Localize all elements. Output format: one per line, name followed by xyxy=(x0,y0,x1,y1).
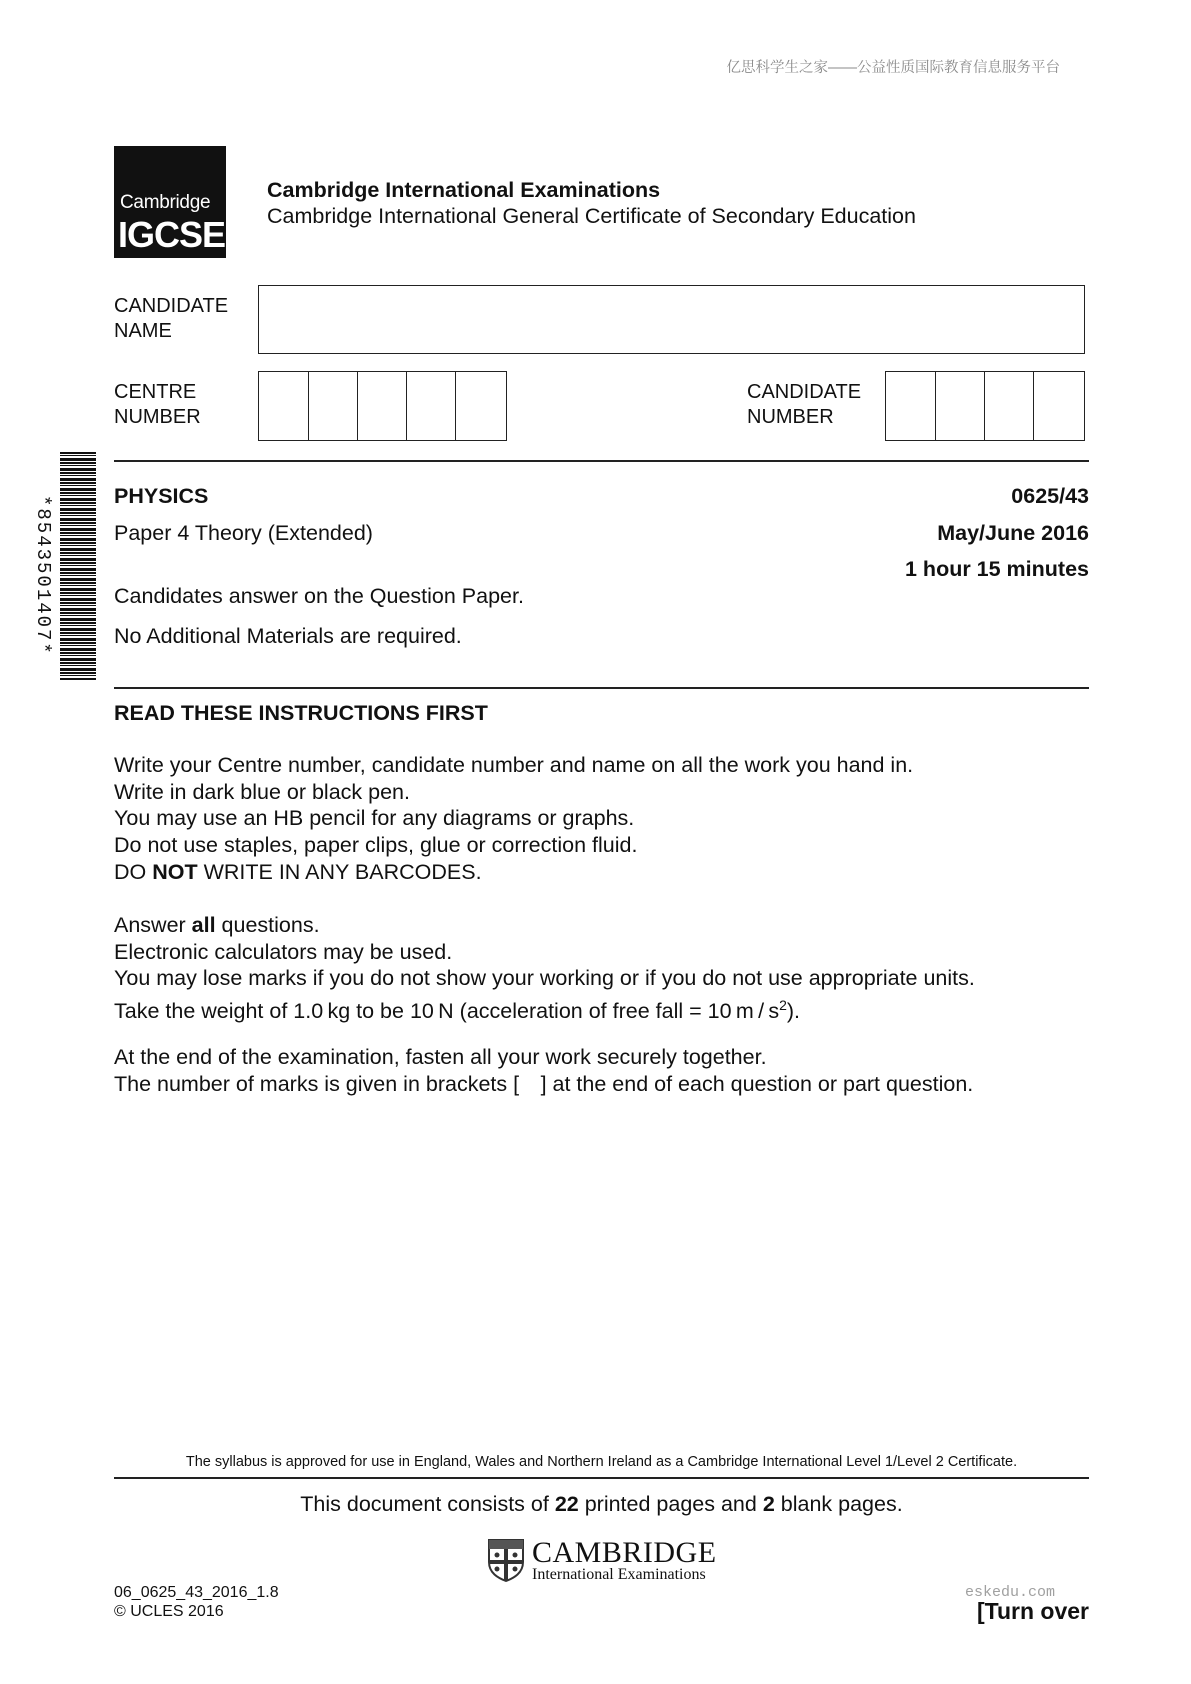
logo-line-2: IGCSE xyxy=(118,214,226,255)
instruction-line: Electronic calculators may be used. xyxy=(114,939,453,964)
cambridge-wordmark: CAMBRIDGE xyxy=(532,1536,717,1569)
instruction-line: At the end of the examination, fasten all your work securely together. xyxy=(114,1045,767,1069)
paper-code: 0625/43 xyxy=(1011,484,1089,508)
materials-note: No Additional Materials are required. xyxy=(114,624,462,648)
centre-number-label: CENTRE NUMBER xyxy=(114,381,201,428)
shield-icon xyxy=(487,1538,525,1582)
logo-line-1: Cambridge xyxy=(120,192,211,213)
turn-over-label: [Turn over xyxy=(976,1598,1089,1624)
site-watermark: eskedu.com xyxy=(964,1584,1055,1601)
centre-number-cell[interactable] xyxy=(406,372,455,440)
centre-number-cell[interactable] xyxy=(259,372,308,440)
centre-number-field[interactable] xyxy=(258,371,507,441)
exam-duration: 1 hour 15 minutes xyxy=(905,557,1089,581)
paper-title: Paper 4 Theory (Extended) xyxy=(114,521,373,545)
instruction-line: Write in dark blue or black pen. xyxy=(114,779,410,804)
divider xyxy=(114,1477,1089,1479)
centre-number-cell[interactable] xyxy=(455,372,504,440)
centre-number-cell[interactable] xyxy=(357,372,406,440)
divider xyxy=(114,687,1089,689)
instruction-line-answer: Answer all questions. xyxy=(114,913,320,937)
centre-number-cell[interactable] xyxy=(308,372,357,440)
instruction-line: You may lose marks if you do not show your working or if you do not use appropriate units. xyxy=(114,966,975,991)
candidate-number-label: CANDIDATE NUMBER xyxy=(747,381,862,428)
divider xyxy=(114,460,1089,462)
instructions-group-2 xyxy=(114,912,975,1025)
candidate-number-cell[interactable] xyxy=(1033,372,1082,440)
instruction-line-barcodes: DO NOT WRITE IN ANY BARCODES. xyxy=(114,859,482,884)
document-reference: 06_0625_43_2016_1.8 xyxy=(114,1584,279,1601)
copyright: © UCLES 2016 xyxy=(114,1603,224,1620)
instructions-group-3 xyxy=(114,1044,973,1097)
qualification: Cambridge International General Certificate of Secondary Education xyxy=(267,204,916,228)
instruction-line: You may use an HB pencil for any diagrams or graphs. xyxy=(114,806,635,831)
instruction-line: Write your Centre number, candidate number and name on all the work you hand in. xyxy=(114,753,914,777)
instruction-line-weight: Take the weight of 1.0 kg to be 10 N (acceleration of free fall = 10 m / $s^2$). xyxy=(114,997,801,1024)
candidate-number-cell[interactable] xyxy=(984,372,1033,440)
instructions-group-1 xyxy=(114,752,913,886)
barcode-number: *8543501407* xyxy=(32,495,54,656)
exam-board: Cambridge International Examinations xyxy=(267,178,661,202)
barcode xyxy=(60,452,96,680)
watermark-text: 亿思科学生之家——公益性质国际教育信息服务平台 xyxy=(726,60,1060,76)
candidate-number-cell[interactable] xyxy=(886,372,935,440)
candidate-number-cell[interactable] xyxy=(935,372,984,440)
cambridge-subtitle: International Examinations xyxy=(532,1566,706,1583)
instruction-line: Do not use staples, paper clips, glue or correction fluid. xyxy=(114,833,638,858)
syllabus-note: The syllabus is approved for use in England, Wales and Northern Ireland as a Cambridge International Level 1/Level 2 Certificate. xyxy=(185,1454,1018,1470)
cambridge-logo xyxy=(487,1536,727,1586)
candidate-name-field[interactable] xyxy=(258,285,1085,354)
instruction-line: The number of marks is given in brackets [ ] at the end of each question or part question. xyxy=(114,1071,974,1096)
cambridge-igcse-logo xyxy=(114,146,226,258)
exam-session: May/June 2016 xyxy=(937,521,1089,545)
page-count-note: This document consists of 22 printed pages and 2 blank pages. xyxy=(300,1492,903,1516)
answer-note: Candidates answer on the Question Paper. xyxy=(114,584,524,608)
instructions-heading: READ THESE INSTRUCTIONS FIRST xyxy=(114,701,488,725)
candidate-name-label: CANDIDATE NAME xyxy=(114,295,229,342)
candidate-number-field[interactable] xyxy=(885,371,1085,441)
subject: PHYSICS xyxy=(114,484,209,508)
